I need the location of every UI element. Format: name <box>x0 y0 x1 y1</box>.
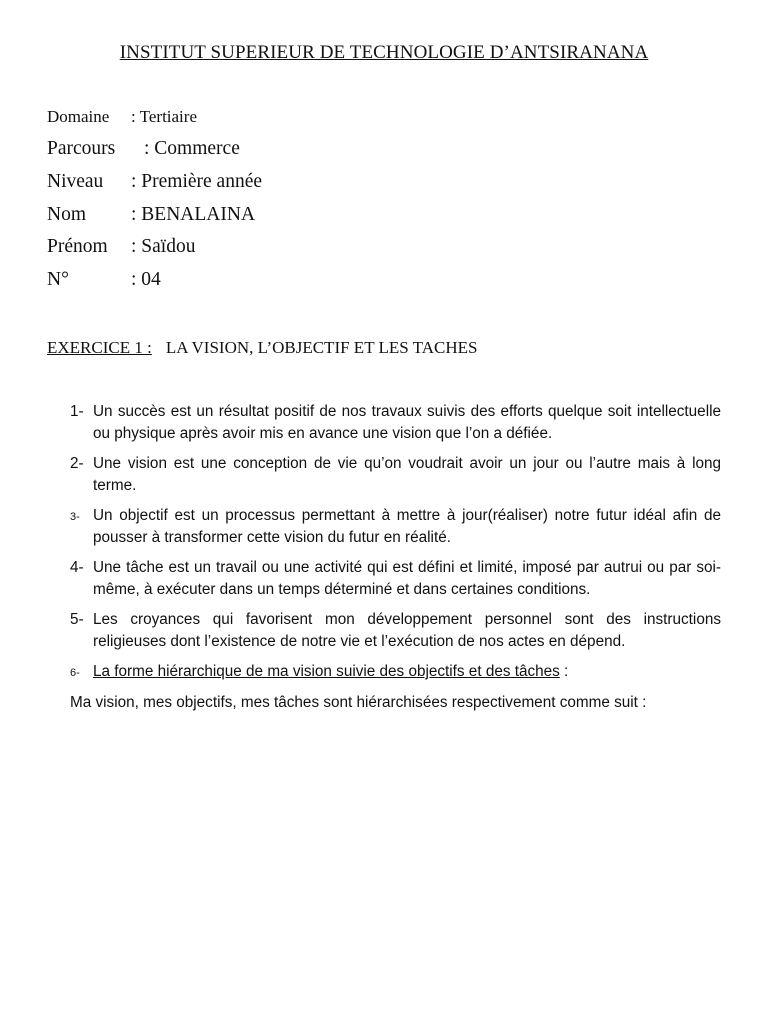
list-item-text: Une tâche est un travail ou une activité qui est défini et limité, imposé par autrui ou par soi-même, à exécuter dans un temps déterminé et dans certaines conditions. <box>93 559 721 598</box>
info-value: : 04 <box>131 269 161 290</box>
info-value: : BENALAINA <box>131 204 256 225</box>
list-item <box>70 661 721 683</box>
info-row-nom <box>47 204 255 226</box>
info-value: : Tertiaire <box>131 107 197 126</box>
list-item-text: Un succès est un résultat positif de nos travaux suivis des efforts quelque soit intellectuelle ou physique après avoir mis en avance une vision que l’on a défiée. <box>93 403 721 442</box>
exercise-title: LA VISION, L’OBJECTIF ET LES TACHES <box>165 338 478 357</box>
answer-list <box>70 401 721 691</box>
list-item-number: 5- <box>70 611 84 628</box>
info-value: : Commerce <box>144 138 240 159</box>
list-item <box>70 505 721 549</box>
list-item-number: 3- <box>70 511 80 523</box>
info-value: : Première année <box>131 171 263 192</box>
list-item <box>70 453 721 497</box>
info-value: : Saïdou <box>131 236 196 257</box>
info-row-domaine <box>47 107 197 127</box>
list-item-text: Un objectif est un processus permettant à mettre à jour(réaliser) notre futur idéal afin de pousser à transformer cette vision du futur en réalité. <box>93 507 721 546</box>
list-item-text: La forme hiérarchique de ma vision suivie des objectifs et des tâches <box>93 663 560 680</box>
list-item <box>70 401 721 445</box>
info-label: N° <box>47 269 69 290</box>
info-row-numero <box>47 269 161 291</box>
info-label: Niveau <box>47 171 104 192</box>
list-item-number: 2- <box>70 455 84 472</box>
list-item-number: 4- <box>70 559 84 576</box>
info-row-parcours <box>47 138 240 160</box>
info-row-prenom <box>47 236 195 258</box>
exercise-label: EXERCICE 1 : <box>47 338 152 357</box>
info-label: Nom <box>47 204 86 225</box>
info-label: Prénom <box>47 236 108 257</box>
list-item <box>70 609 721 653</box>
info-row-niveau <box>47 171 262 193</box>
list-item-number: 1- <box>70 403 84 420</box>
list-item-number: 6- <box>70 667 80 679</box>
info-label: Parcours <box>47 138 116 159</box>
exercise-heading <box>47 338 477 358</box>
list-item <box>70 557 721 601</box>
closing-sentence: Ma vision, mes objectifs, mes tâches sont hiérarchisées respectivement comme suit : <box>70 694 647 711</box>
list-item-text: Une vision est une conception de vie qu’on voudrait avoir un jour ou l’autre mais à long terme. <box>93 455 721 494</box>
list-item-text: Les croyances qui favorisent mon développement personnel sont des instructions religieuses dont l’existence de notre vie et l’exécution de nos actes en dépend. <box>93 611 721 650</box>
document-title: INSTITUT SUPERIEUR DE TECHNOLOGIE D’ANTSIRANANA <box>119 42 649 63</box>
list-item-suffix: : <box>559 663 569 680</box>
info-label: Domaine <box>47 107 110 126</box>
